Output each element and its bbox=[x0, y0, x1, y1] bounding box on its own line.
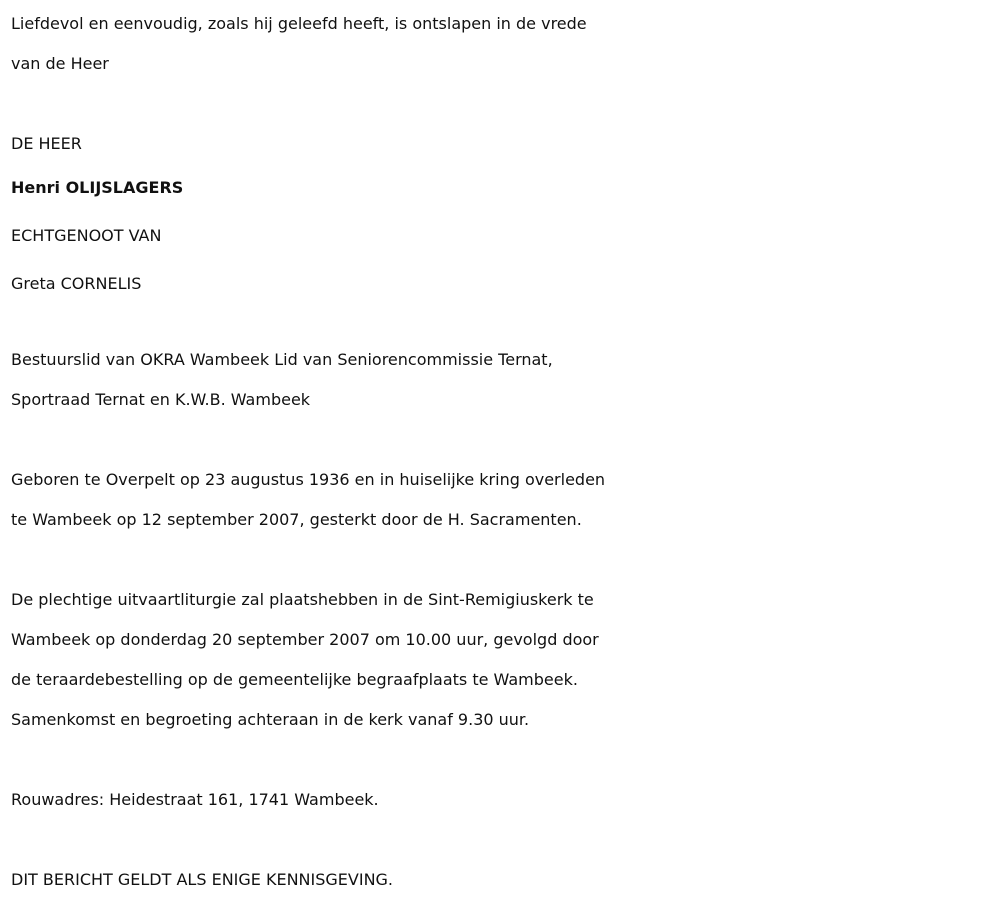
funeral-line-4: Samenkomst en begroeting achteraan in de kerk vanaf 9.30 uur. bbox=[11, 710, 530, 729]
spacer bbox=[11, 740, 996, 780]
funeral-line-2: Wambeek op donderdag 20 september 2007 om 10.00 uur, gevolgd door bbox=[11, 630, 599, 649]
birth-death-line-2: te Wambeek op 12 september 2007, gesterkt door de H. Sacramenten. bbox=[11, 510, 582, 529]
honorific-title: DE HEER bbox=[11, 134, 82, 153]
funeral-line-3: de teraardebestelling op de gemeentelijke begraafplaats te Wambeek. bbox=[11, 670, 578, 689]
spacer bbox=[11, 540, 996, 580]
closing-notice: DIT BERICHT GELDT ALS ENIGE KENNISGEVING. bbox=[11, 870, 394, 889]
mourning-address: Rouwadres: Heidestraat 161, 1741 Wambeek. bbox=[11, 790, 379, 809]
spacer bbox=[11, 84, 996, 124]
spacer bbox=[11, 820, 996, 860]
birth-death-line-1: Geboren te Overpelt op 23 augustus 1936 en in huiselijke kring overleden bbox=[11, 470, 606, 489]
roles-line-2: Sportraad Ternat en K.W.B. Wambeek bbox=[11, 390, 311, 409]
intro-line-2: van de Heer bbox=[11, 54, 109, 73]
obituary-notice bbox=[11, 4, 996, 900]
spouse-name: Greta CORNELIS bbox=[11, 274, 142, 293]
roles-line-1: Bestuurslid van OKRA Wambeek Lid van Seniorencommissie Ternat, bbox=[11, 350, 553, 369]
spacer bbox=[11, 308, 996, 340]
funeral-line-1: De plechtige uitvaartliturgie zal plaatshebben in de Sint-Remigiuskerk te bbox=[11, 590, 594, 609]
intro-line-1: Liefdevol en eenvoudig, zoals hij geleefd heeft, is ontslapen in de vrede bbox=[11, 14, 587, 33]
spacer bbox=[11, 420, 996, 460]
relation-label: ECHTGENOOT VAN bbox=[11, 226, 162, 245]
deceased-name: Henri OLIJSLAGERS bbox=[11, 178, 184, 197]
